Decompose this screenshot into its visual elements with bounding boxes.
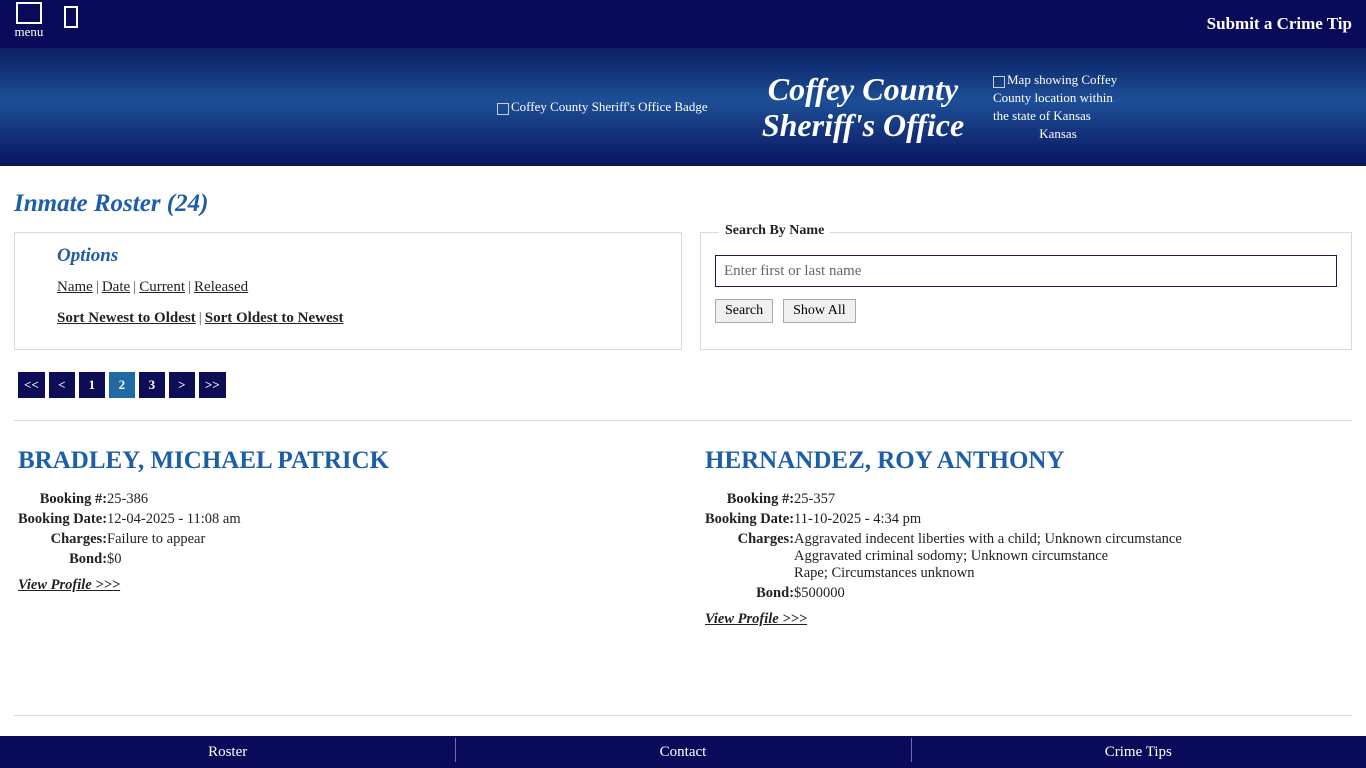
- site-title: [753, 71, 973, 143]
- sort-links-row: [57, 310, 661, 327]
- pagination-last[interactable]: >>: [199, 372, 226, 398]
- table-row: [18, 531, 241, 551]
- booking-date-value: 11-10-2025 - 4:34 pm: [794, 511, 922, 527]
- state-label: Kansas: [1039, 126, 1077, 141]
- table-row: [705, 491, 1182, 511]
- inmate-details-table: [705, 491, 1182, 605]
- inmate-name: HERNANDEZ, ROY ANTHONY: [705, 447, 1065, 474]
- site-title-line-1: Coffey County: [767, 71, 959, 107]
- view-profile-link[interactable]: View Profile >>>: [705, 611, 808, 627]
- table-row: [18, 511, 241, 531]
- booking-date-label: Booking Date:: [705, 511, 795, 527]
- search-panel-label: Search By Name: [719, 223, 830, 239]
- options-heading: Options: [57, 245, 119, 266]
- inmate-name: BRADLEY, MICHAEL PATRICK: [18, 447, 390, 474]
- link-separator-3: |: [188, 279, 192, 295]
- link-separator-2: |: [133, 279, 137, 295]
- charge-item: Failure to appear: [107, 531, 206, 547]
- filter-links-row: [57, 279, 661, 296]
- pagination-page-3[interactable]: 3: [139, 372, 165, 398]
- inmate-roster-list: [14, 447, 1352, 628]
- top-navigation-bar: [0, 0, 1366, 48]
- search-buttons-row: [715, 299, 1337, 323]
- table-row: [18, 551, 241, 571]
- broken-image-icon-map: [993, 76, 1005, 88]
- page-title: Inmate Roster (24): [14, 190, 209, 217]
- options-panel: [14, 232, 682, 350]
- bond-label: Bond:: [69, 551, 108, 567]
- sort-separator: |: [198, 310, 202, 326]
- table-row: [705, 585, 1182, 605]
- sort-oldest-to-newest-link[interactable]: Sort Oldest to Newest: [204, 310, 344, 326]
- charge-item: Aggravated criminal sodomy; Unknown circumstance: [794, 548, 1109, 564]
- submit-crime-tip-link[interactable]: Submit a Crime Tip: [1206, 14, 1352, 33]
- footer-link-roster[interactable]: Roster: [208, 743, 248, 760]
- bond-value: $0: [107, 551, 122, 567]
- charges-value: [107, 531, 241, 551]
- footer-link-contact[interactable]: Contact: [455, 744, 910, 761]
- filter-link-current[interactable]: Current: [139, 279, 186, 295]
- menu-button[interactable]: [12, 2, 46, 38]
- search-button[interactable]: Search: [715, 299, 773, 323]
- inmate-details-table: [18, 491, 241, 571]
- kansas-map-alt-text: Map showing Coffey County location within the state of Kansas: [993, 72, 1118, 123]
- charges-value: [794, 531, 1182, 585]
- menu-icon: [16, 2, 42, 24]
- table-row: [705, 531, 1182, 585]
- bond-label: Bond:: [756, 585, 795, 601]
- sort-newest-to-oldest-link[interactable]: Sort Newest to Oldest: [57, 310, 196, 326]
- charge-item: Rape; Circumstances unknown: [794, 565, 975, 581]
- secondary-menu-icon[interactable]: [64, 6, 78, 28]
- pagination-page-1[interactable]: 1: [79, 372, 105, 398]
- link-separator-1: |: [95, 279, 99, 295]
- menu-button-label: menu: [14, 24, 44, 39]
- filter-link-released[interactable]: Released: [194, 279, 249, 295]
- pagination-prev[interactable]: <: [49, 372, 75, 398]
- booking-number-label: Booking #:: [726, 491, 795, 507]
- footer-link-crime-tips[interactable]: Crime Tips: [911, 744, 1366, 761]
- pagination-page-2[interactable]: 2: [109, 372, 135, 398]
- section-divider: [14, 420, 1352, 421]
- search-input[interactable]: [715, 255, 1337, 287]
- view-profile-link[interactable]: View Profile >>>: [18, 577, 121, 593]
- inmate-card: [681, 447, 1348, 628]
- broken-image-icon: [497, 103, 509, 115]
- table-row: [705, 511, 1182, 531]
- site-banner: [0, 48, 1366, 166]
- sheriff-badge-alt-text: Coffey County Sheriff's Office Badge: [511, 99, 708, 114]
- charges-label: Charges:: [50, 531, 108, 547]
- inmate-card: [14, 447, 681, 628]
- show-all-button[interactable]: Show All: [783, 299, 856, 323]
- charges-label: Charges:: [737, 531, 795, 547]
- site-footer: [0, 736, 1366, 768]
- sheriff-badge-image: [483, 98, 753, 116]
- charge-item: Aggravated indecent liberties with a child; Unknown circumstance: [794, 531, 1182, 547]
- main-content: [0, 190, 1366, 628]
- controls-row: [14, 223, 1352, 350]
- kansas-map-image: [993, 71, 1123, 143]
- site-title-line-2: Sheriff's Office: [761, 107, 965, 143]
- booking-date-value: 12-04-2025 - 11:08 am: [107, 511, 241, 527]
- booking-number-label: Booking #:: [39, 491, 108, 507]
- pagination-first[interactable]: <<: [18, 372, 45, 398]
- footer-divider: [14, 715, 1352, 716]
- pagination-next[interactable]: >: [169, 372, 195, 398]
- filter-link-name[interactable]: Name: [57, 279, 93, 295]
- table-row: [18, 491, 241, 511]
- filter-link-date[interactable]: Date: [101, 279, 131, 295]
- booking-date-label: Booking Date:: [18, 511, 108, 527]
- booking-number-value: 25-357: [794, 491, 836, 507]
- search-panel: [700, 223, 1352, 350]
- pagination: [18, 372, 1352, 398]
- bond-value: $500000: [794, 585, 845, 601]
- booking-number-value: 25-386: [107, 491, 149, 507]
